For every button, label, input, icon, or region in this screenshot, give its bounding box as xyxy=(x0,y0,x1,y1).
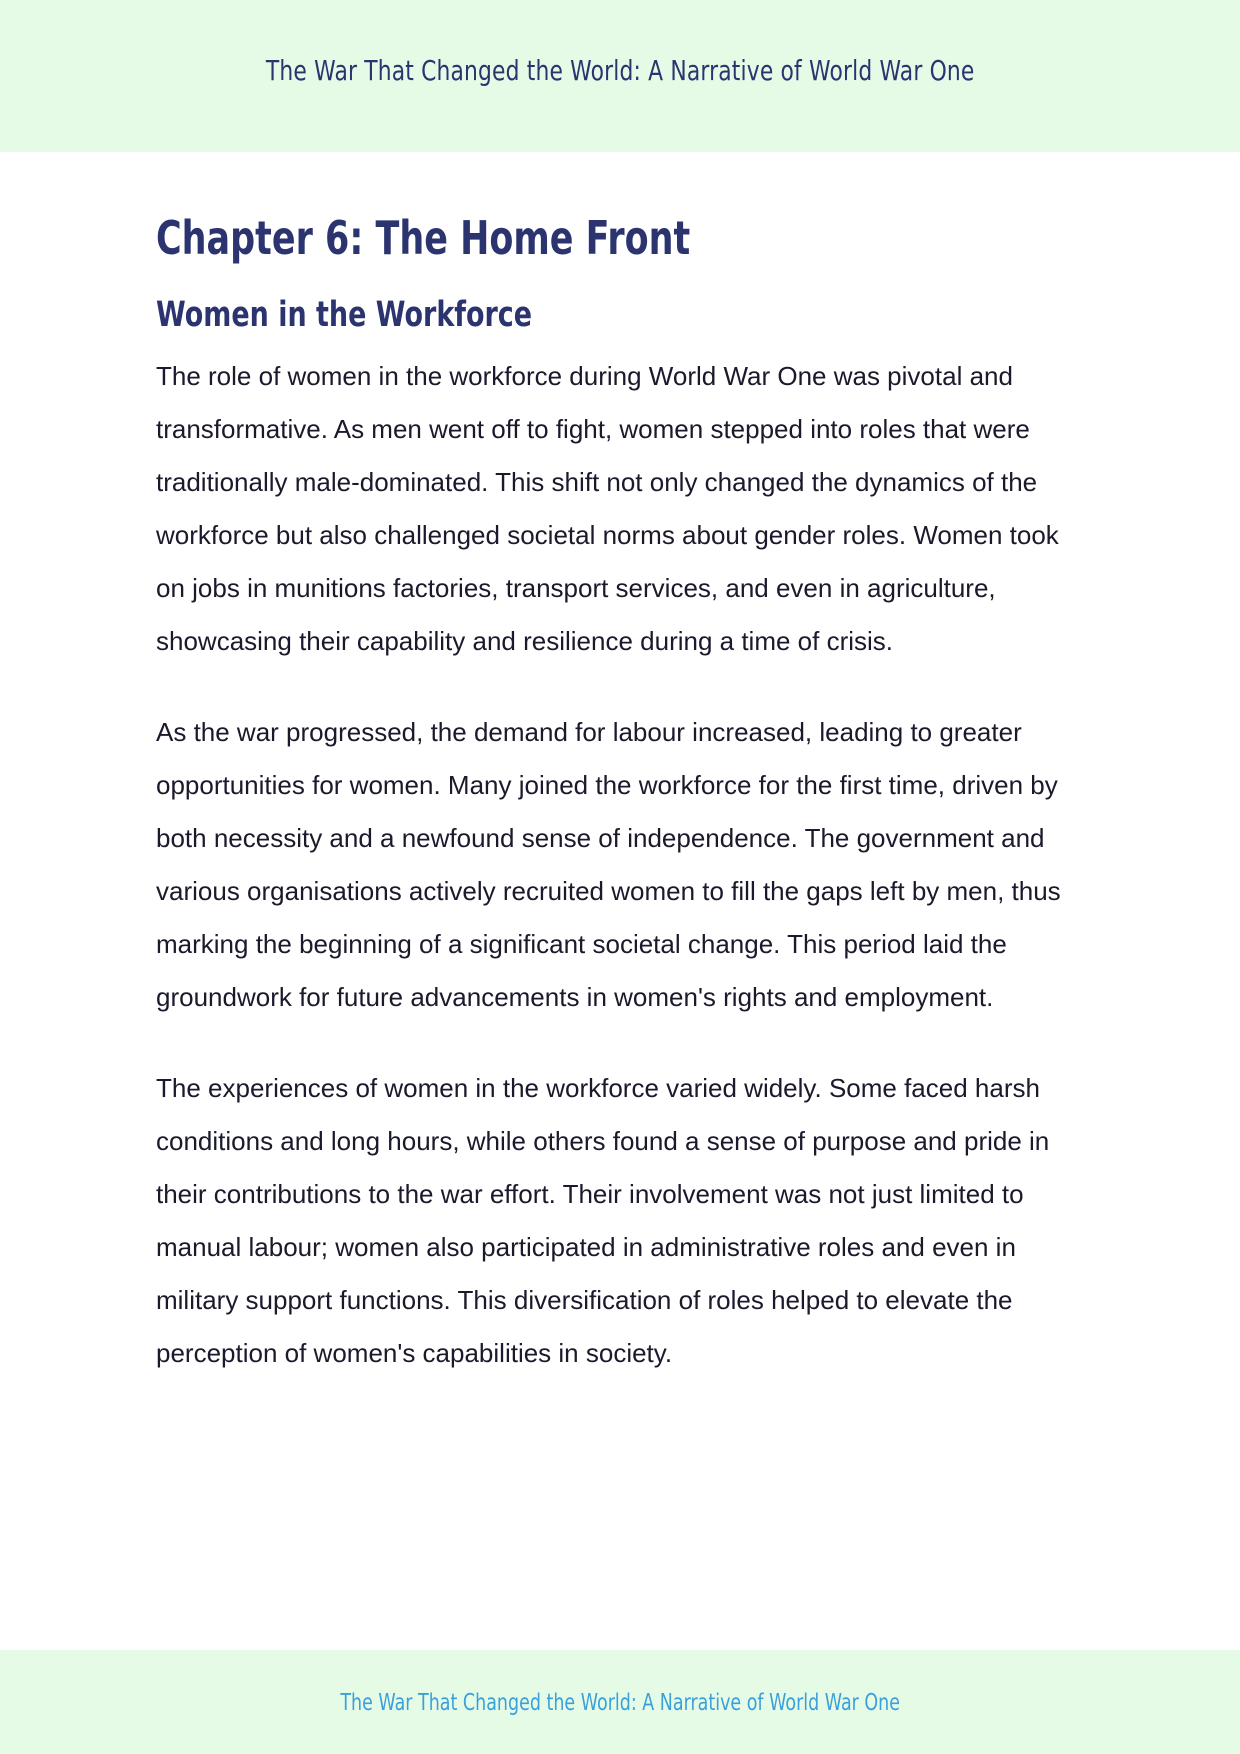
body-paragraph: The role of women in the workforce during World War One was pivotal and transformative. As men went off to fight, women stepped into roles that were traditionally male-dominated. This shift not only changed the dynamics of the workforce but also challenged societal norms about gender roles. Women took on jobs in munitions factories, transport services, and even in agriculture, showcasing their capability and resilience during a time of crisis. xyxy=(156,361,1059,656)
page-footer xyxy=(0,1650,1240,1754)
page-header xyxy=(0,0,1240,152)
chapter-content xyxy=(156,206,1086,1380)
section-title: Women in the Workforce xyxy=(156,295,533,335)
body-paragraph: As the war progressed, the demand for labour increased, leading to greater opportunities for women. Many joined the workforce for the first time, driven by both necessity and a newfound sense of independence. The government and various organisations actively recruited women to fill the gaps left by men, thus marking the beginning of a significant societal change. This period laid the groundwork for future advancements in women's rights and employment. xyxy=(156,717,1061,1012)
body-paragraph: The experiences of women in the workforce varied widely. Some faced harsh conditions and long hours, while others found a sense of purpose and pride in their contributions to the war effort. Their involvement was not just limited to manual labour; women also participated in administrative roles and even in military support functions. This diversification of roles helped to elevate the perception of women's capabilities in society. xyxy=(156,1073,1050,1368)
running-footer-title: The War That Changed the World: A Narrative of World War One xyxy=(340,1690,900,1716)
chapter-title: Chapter 6: The Home Front xyxy=(156,211,691,265)
running-header-title: The War That Changed the World: A Narrative of World War One xyxy=(265,53,975,87)
